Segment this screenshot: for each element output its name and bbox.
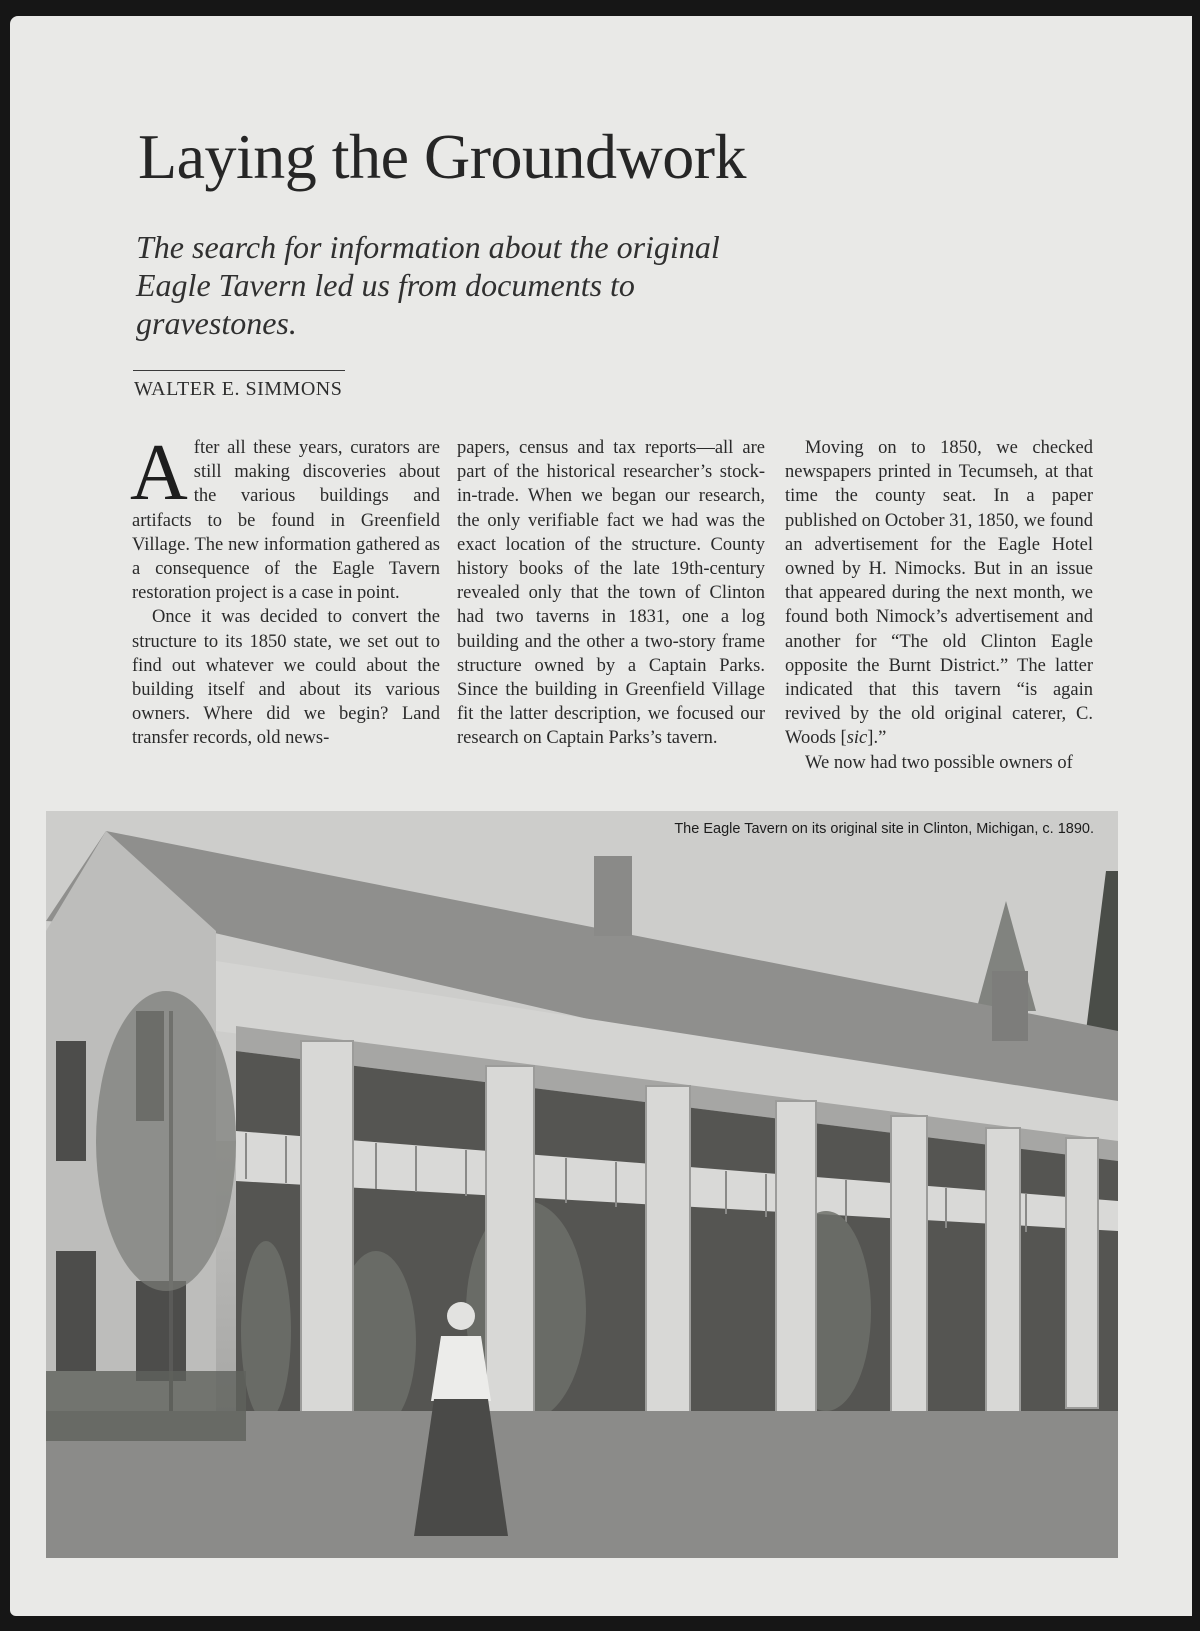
drop-cap: A — [130, 429, 188, 517]
paragraph: We now had two possible owners of — [805, 752, 1073, 773]
article-title: Laying the Groundwork — [138, 121, 747, 192]
text-column-1 — [130, 429, 440, 751]
paragraph: papers, census and tax reports—all are part of the historical researcher’s stock-in-trade. When we began our research, the only verifiable fact we had was the exact location of the structure. County history books of the late 19th-century revealed only that the town of Clinton had two taverns in 1831, one a log building and the other a two-story frame structure owned by a Captain Parks. Since the building in Greenfield Village fit the latter description, we focused our research on Captain Parks’s tavern. — [457, 438, 765, 749]
historic-photo — [46, 811, 1118, 1558]
photo-caption: The Eagle Tavern on its original site in Clinton, Michigan, c. 1890. — [674, 821, 1094, 837]
tavern-illustration — [46, 811, 1118, 1558]
paragraph-text: fter all these years, curators are still making discoveries about the various buildings and artifacts to be found in Greenfield Village. The new information gathered as a consequence of the Eagle Tavern restoration project is a case in point. — [132, 438, 440, 604]
byline: WALTER E. SIMMONS — [134, 378, 343, 400]
text-column-3 — [785, 436, 1093, 775]
byline-rule — [133, 370, 345, 371]
magazine-page — [10, 16, 1192, 1616]
sic-note: sic — [846, 728, 868, 749]
paragraph: Once it was decided to convert the structure to its 1850 state, we set out to find out whatever we could about the building itself and about its various owners. Where did we begin? Land transfer records, old news- — [132, 607, 440, 749]
paragraph-text: Moving on to 1850, we checked newspapers printed in Tecumseh, at that time the county seat. In a paper published on October 31, 1850, we found an advertisement for the Eagle Hotel owned by H. Nimocks. But in an issue that appeared during the next month, we found both Nimock’s advertisement and another for “The old Clinton Eagle opposite the Burnt District.” The latter indicated that this tavern “is again revived by the old original caterer, C. Woods [ — [785, 438, 1093, 749]
paragraph — [130, 429, 440, 605]
paragraph-text: ].” — [867, 728, 887, 749]
article-dek: The search for information about the original Eagle Tavern led us from documents to gravestones. — [136, 229, 720, 341]
paragraph — [785, 436, 1093, 751]
text-column-2 — [457, 436, 765, 751]
